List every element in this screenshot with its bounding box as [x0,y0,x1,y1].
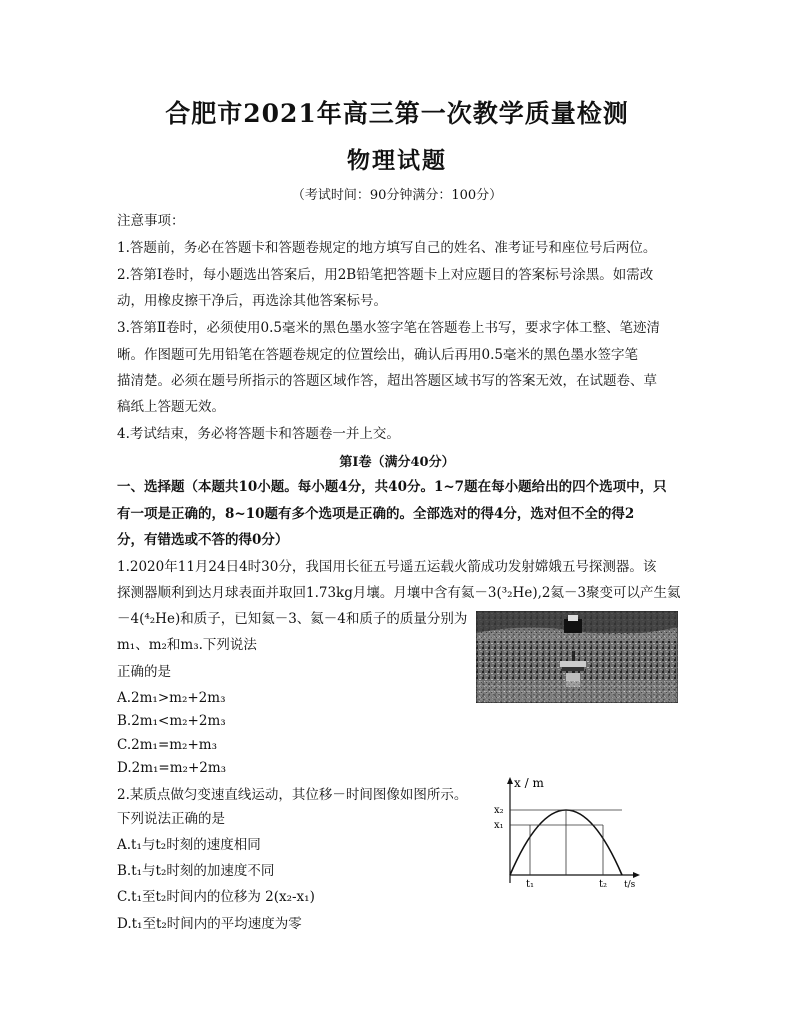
notes-line: 晰。作图题可先用铅笔在答题卷规定的位置绘出，确认后再用0.5毫米的黑色墨水签字笔 [117,347,638,363]
y-tick-x1: x₁ [494,820,504,831]
exam-title: 合肥市2021年高三第一次教学质量检测 [165,99,629,128]
x-axis-label: t/s [624,880,636,890]
y-axis-label: x / m [514,776,544,790]
q1-stem: 1.2020年11月24日4时30分，我国用长征五号遥五运载火箭成功发射嫦娥五号探测器。该 [117,559,657,575]
q1-option-a: A.2m₁>m₂+2m₃ [117,690,226,706]
y-axis-arrow [507,777,513,784]
notes-line: 描清楚。必须在题号所指示的答题区域作答，超出答题区域书写的答案无效，在试题卷、草 [117,373,657,389]
section-instructions: 有一项是正确的，8~10题有多个选项是正确的。全部选对的得4分，选对但不全的得2 [117,506,635,522]
y-tick-x2: x₂ [494,805,504,816]
position-time-graph [490,775,650,890]
x-axis-arrow [633,872,640,878]
lunar-surface-photo [476,611,678,703]
x-tick-t1: t₁ [526,879,535,890]
exam-info: （考试时间：90分钟满分：100分） [291,188,503,203]
q2-option-a: A.t₁与t₂时刻的速度相同 [117,837,261,853]
x-tick-t2: t₂ [599,879,608,890]
q2-option-c: C.t₁至t₂时间内的位移为 2(x₂-x₁) [117,889,315,905]
notes-line: 动，用橡皮擦干净后，再选涂其他答案标号。 [117,293,387,309]
q1-stem: m₁、m₂和m₃.下列说法 [117,637,257,653]
notes-line: 2.答第Ⅰ卷时，每小题选出答案后，用2B铅笔把答题卡上对应题目的答案标号涂黑。如需改 [117,267,654,283]
notes-line: 1.答题前，务必在答题卡和答题卷规定的地方填写自己的姓名、准考证号和座位号后两位。 [117,240,657,256]
q1-option-c: C.2m₁=m₂+m₃ [117,737,217,753]
notes-line: 3.答第Ⅱ卷时，必须使用0.5毫米的黑色墨水签字笔在答题卷上书写，要求字体工整、笔迹清 [117,320,661,336]
q1-option-d: D.2m₁=m₂+2m₃ [117,760,227,776]
notes-heading: 注意事项： [117,213,185,229]
section-instructions: 一、选择题（本题共10小题。每小题4分，共40分。1~7题在每小题给出的四个选项中，只 [117,479,667,495]
q2-stem: 2.某质点做匀变速直线运动，其位移－时间图像如图所示。 [117,787,468,803]
notes-line: 稿纸上答题无效。 [117,399,225,415]
notes-line: 4.考试结束，务必将答题卡和答题卷一并上交。 [117,426,400,442]
section-title: 第Ⅰ卷（满分40分） [339,455,455,470]
section-instructions: 分，有错选或不答的得0分） [117,532,289,548]
q1-stem: 探测器顺利到达月球表面并取回1.73kg月壤。月壤中含有氦－3(³₂He),2氦－3聚变可以产生氦 [117,585,681,601]
q2-option-d: D.t₁至t₂时间内的平均速度为零 [117,916,302,932]
subject-title: 物理试题 [347,147,447,174]
q1-option-b: B.2m₁<m₂+2m₃ [117,713,226,729]
q2-stem: 下列说法正确的是 [117,811,225,827]
q1-stem: －4(⁴₂He)和质子，已知氦－3、氦－4和质子的质量分别为 [117,611,468,627]
q1-stem: 正确的是 [117,664,171,680]
q2-option-b: B.t₁与t₂时刻的加速度不同 [117,863,275,879]
